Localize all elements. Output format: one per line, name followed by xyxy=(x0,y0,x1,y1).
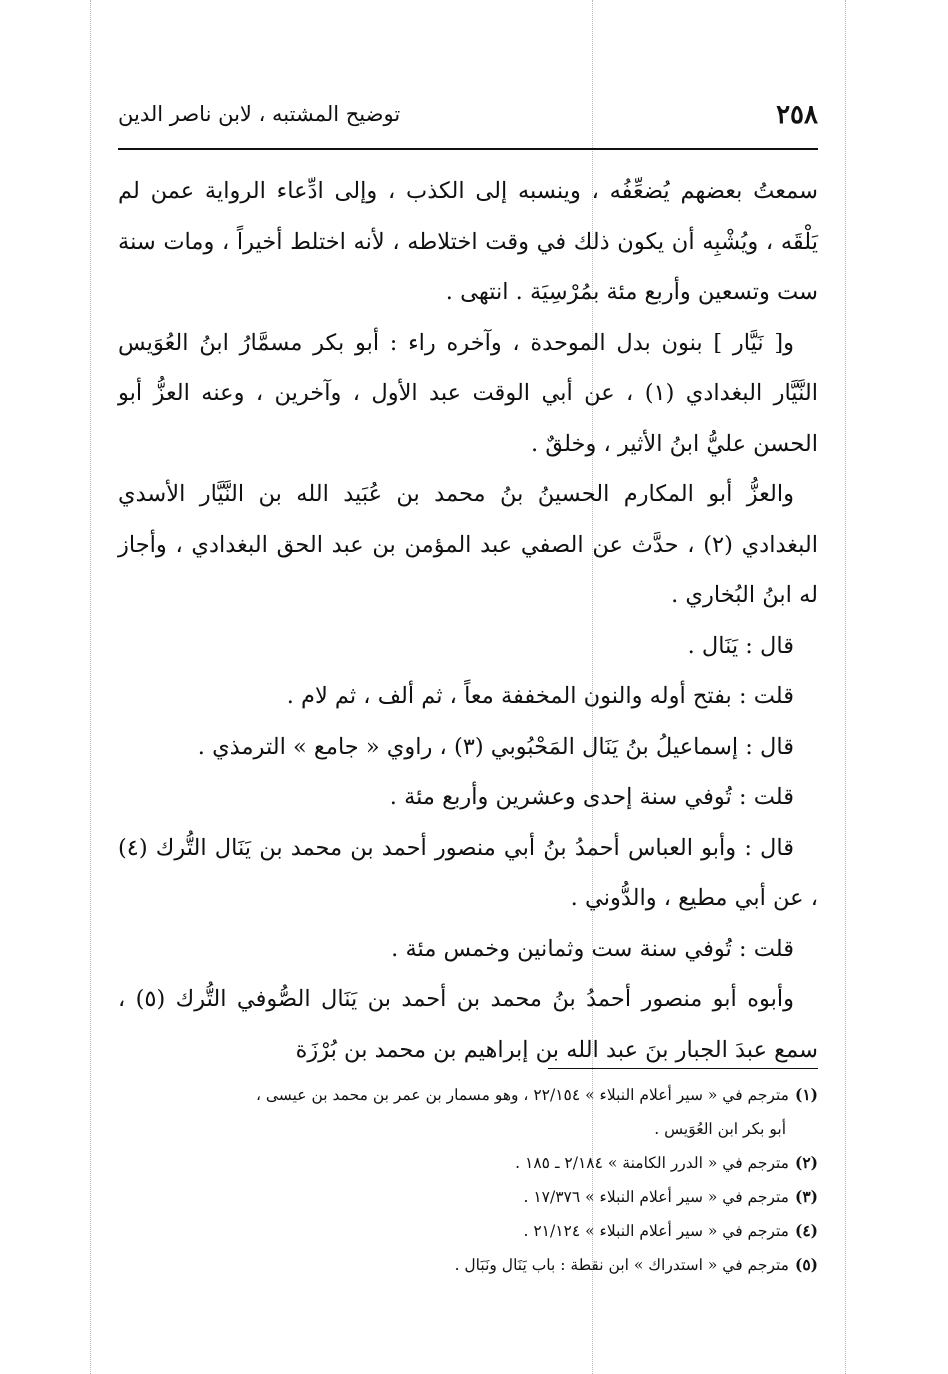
footnote-text: مترجم في « سير أعلام النبلاء » ٢٢/١٥٤ ، وهو مسمار بن عمر بن محمد بن عيسى ، xyxy=(255,1086,789,1104)
paragraph: سمعتُ بعضهم يُضعِّفُه ، وينسبه إلى الكذب ، وإلى ادِّعاء الرواية عمن لم يَلْقَه ، ويُشْبِه أن يكون ذلك في وقت اختلاطه ، لأنه اختلط أخيراً ، ومات سنة ست وتسعين وأربع مئة بمُرْسِيَة . انتهى . xyxy=(118,178,818,305)
footnote-text: مترجم في « استدراك » ابن نقطة : باب يَنَال ونَبَال . xyxy=(454,1256,789,1274)
page-number: ٢٥٨ xyxy=(776,100,818,130)
footnote-text: مترجم في « سير أعلام النبلاء » ١٧/٣٧٦ . xyxy=(523,1188,789,1206)
paragraph: قلت : تُوفي سنة إحدى وعشرين وأربع مئة . xyxy=(389,784,794,810)
footnote-number: (١) xyxy=(794,1085,818,1104)
footnote xyxy=(118,1146,818,1180)
footnote-number: (٤) xyxy=(794,1221,818,1240)
paragraph: قال : إسماعيلُ بنُ يَنَال المَحْبُوبي (٣) ، راوي « جامع » الترمذي . xyxy=(197,733,794,760)
footnotes xyxy=(118,1078,818,1282)
footnote-text: مترجم في « سير أعلام النبلاء » ٢١/١٢٤ . xyxy=(523,1222,789,1240)
footnote-number: (٥) xyxy=(794,1255,818,1274)
paragraph: والعزُّ أبو المكارم الحسينُ بنُ محمد بن عُبَيد الله بن النَّيَّار الأسدي البغدادي (٢) ، حدَّث عن الصفي عبد المؤمن بن عبد الحق البغدادي ، وأجاز له ابنُ البُخاري . xyxy=(118,481,819,608)
paragraph: قلت : بفتح أوله والنون المخففة معاً ، ثم ألف ، ثم لام . xyxy=(286,683,794,709)
footnote-continuation: أبو بكر ابن العُوَيس . xyxy=(654,1120,786,1138)
scan-guide-left xyxy=(90,0,91,1374)
running-title: توضيح المشتبه ، لابن ناصر الدين xyxy=(118,102,401,126)
footnote-rule xyxy=(548,1068,818,1069)
footnote-number: (٣) xyxy=(794,1187,818,1206)
footnote xyxy=(118,1214,818,1248)
footnote xyxy=(118,1180,818,1214)
footnote xyxy=(118,1078,818,1112)
paragraph: وأبوه أبو منصور أحمدُ بنُ محمد بن أحمد بن يَنَال الصُّوفي التُّرك (٥) ، سمع عبدَ الجبار بنَ عبد الله بن إبراهيم بن محمد بن بُرْزَة xyxy=(118,986,818,1063)
scan-guide-right xyxy=(845,0,846,1374)
footnote xyxy=(118,1248,818,1282)
main-text xyxy=(118,166,818,1075)
footnote-number: (٢) xyxy=(794,1153,818,1172)
paragraph: قال : يَنَال . xyxy=(687,632,794,659)
header-rule xyxy=(118,148,818,150)
footnote-text: مترجم في « الدرر الكامنة » ٢/١٨٤ ـ ١٨٥ . xyxy=(515,1154,789,1172)
paragraph: قال : وأبو العباس أحمدُ بنُ أبي منصور أحمد بن محمد بن يَنَال التُّرك (٤) ، عن أبي مطيع ، والدُّوني . xyxy=(118,834,818,911)
paragraph: و[ نَيَّار ] بنون بدل الموحدة ، وآخره راء : أبو بكر مسمَّارُ ابنُ العُوَيس النَّيَّار البغدادي (١) ، عن أبي الوقت عبد الأول ، وآخرين ، وعنه العزُّ أبو الحسن عليُّ ابنُ الأثير ، وخلقٌ . xyxy=(118,329,818,457)
paragraph: قلت : تُوفي سنة ست وثمانين وخمس مئة . xyxy=(391,935,794,962)
page-header xyxy=(118,96,818,148)
